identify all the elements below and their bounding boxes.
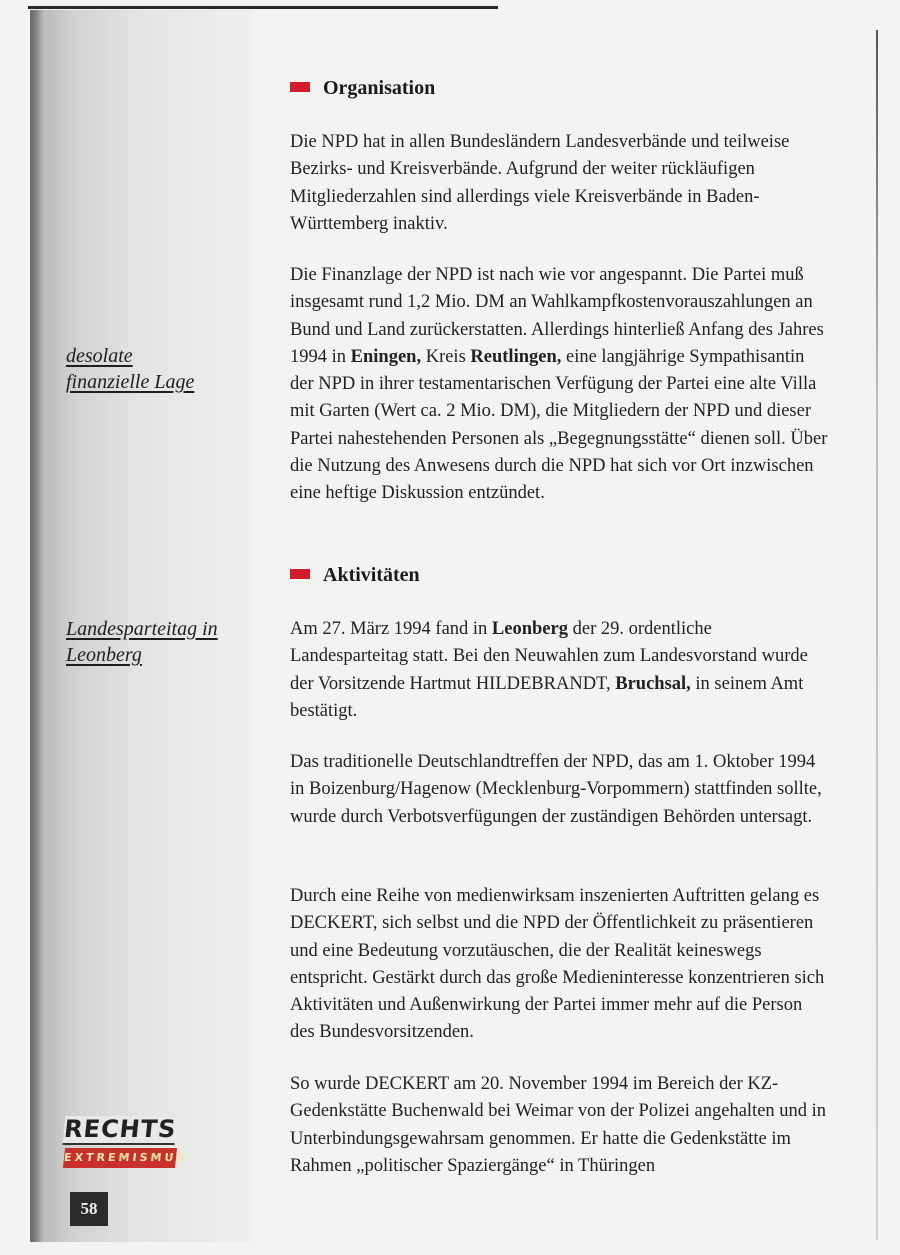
- paragraph-deckert-buchenwald: [290, 1071, 830, 1180]
- margin-shadow: [30, 10, 44, 1242]
- text-run: Die Finanzlage der NPD ist nach wie vor angespannt. Die Partei muß insgesamt rund 1,2 Mio. DM an Wahlkampfkostenvorauszahlungen an Bund und Land zurückerstatten. Allerdings hinterließ Anfang des Jahres 1994 in: [290, 265, 824, 367]
- scan-edge-top: [28, 6, 498, 9]
- heading-text: Organisation: [323, 77, 436, 99]
- place-name-leonberg: Leonberg: [491, 619, 568, 639]
- text-run: Kreis: [421, 346, 471, 367]
- place-name-bruchsal: Bruchsal,: [615, 673, 691, 694]
- text-run: in seinem Amt bestätigt.: [290, 673, 804, 721]
- side-note-finanzen: [66, 343, 194, 395]
- paragraph-text: [290, 262, 830, 508]
- text-run: der 29. ordentliche Landesparteitag statt. Bei den Neuwahlen zum Landesvorstand wurde der Vorsitzende Hartmut HILDEBRANDT,: [290, 619, 808, 694]
- side-note-line: finanzielle Lage: [66, 371, 195, 393]
- paragraph-text: Das traditionelle Deutschlandtreffen der NPD, das am 1. Oktober 1994 in Boizenburg/Hagenow (Mecklenburg-Vorpommern) stattfinden sollte, wurde durch Verbotsverfügungen der zuständigen Behörden untersagt.: [290, 752, 822, 827]
- paragraph-deutschlandtreffen: [290, 749, 830, 831]
- paragraph-text: So wurde DECKERT am 20. November 1994 im Bereich der KZ-Gedenkstätte Buchenwald bei Weimar von der Polizei angehalten und in Unterbindungsgewahrsam genommen. Er hatte die Gedenkstätte im Rahmen „politischer Spaziergänge“ in Thüringen: [290, 1074, 827, 1176]
- side-note-line: Landesparteitag in: [66, 618, 218, 640]
- paragraph-deckert-medien: [290, 883, 830, 1047]
- paragraph-text: Durch eine Reihe von medienwirksam inszenierten Auftritten gelang es DECKERT, sich selbst und die NPD der Öffentlichkeit zu präsentieren und eine Bedeutung vorzutäuschen, die der Realität keineswegs entspricht. Gestärkt durch das große Medieninteresse konzentrieren sich Aktivitäten und Außenwirkung der Partei immer mehr auf die Person des Bundesvorsitzenden.: [290, 886, 825, 1043]
- text-run: eine langjährige Sympathisantin der NPD in ihrer testamentarischen Verfügung der Partei eine alte Villa mit Garten (Wert ca. 2 Mio. DM), die Mitgliedern der NPD und dieser Partei nahestehenden Personen als „Begegnungsstätte“ dienen soll. Über die Nutzung des Anwesens durch die NPD hat sich vor Ort inzwischen eine heftige Diskussion entzündet.: [290, 346, 828, 504]
- logo-top-text: RECHTS: [62, 1115, 178, 1143]
- paragraph-organisation: [290, 129, 830, 238]
- paragraph-finanzlage: [290, 262, 830, 508]
- text-run: Am 27. März 1994 fand in: [290, 619, 492, 639]
- place-name-eningen: Eningen,: [350, 346, 422, 367]
- heading-marker-icon: [290, 82, 310, 92]
- section-heading-organisation: [290, 76, 435, 100]
- paragraph-text: Die NPD hat in allen Bundesländern Landesverbände und teilweise Bezirks- und Kreisverbände. Aufgrund der weiter rückläufigen Mitgliederzahlen sind allerdings viele Kreisverbände in Baden-Württemberg inaktiv.: [290, 132, 790, 234]
- page-number: 58: [70, 1192, 108, 1226]
- rechtsextremismus-logo: [62, 1115, 188, 1168]
- heading-marker-icon: [290, 569, 310, 579]
- scan-edge-right: [876, 30, 878, 1240]
- section-heading-aktivitaeten: [290, 563, 420, 587]
- side-note-landesparteitag: [66, 616, 218, 668]
- heading-text: Aktivitäten: [323, 564, 420, 586]
- logo-bottom-text: EXTREMISMUS: [63, 1148, 177, 1168]
- place-name-reutlingen: Reutlingen,: [470, 346, 562, 367]
- side-note-line: desolate: [66, 345, 133, 367]
- side-note-line: Leonberg: [66, 644, 142, 666]
- paragraph-text: [290, 616, 830, 725]
- paragraph-landesparteitag: [290, 616, 830, 725]
